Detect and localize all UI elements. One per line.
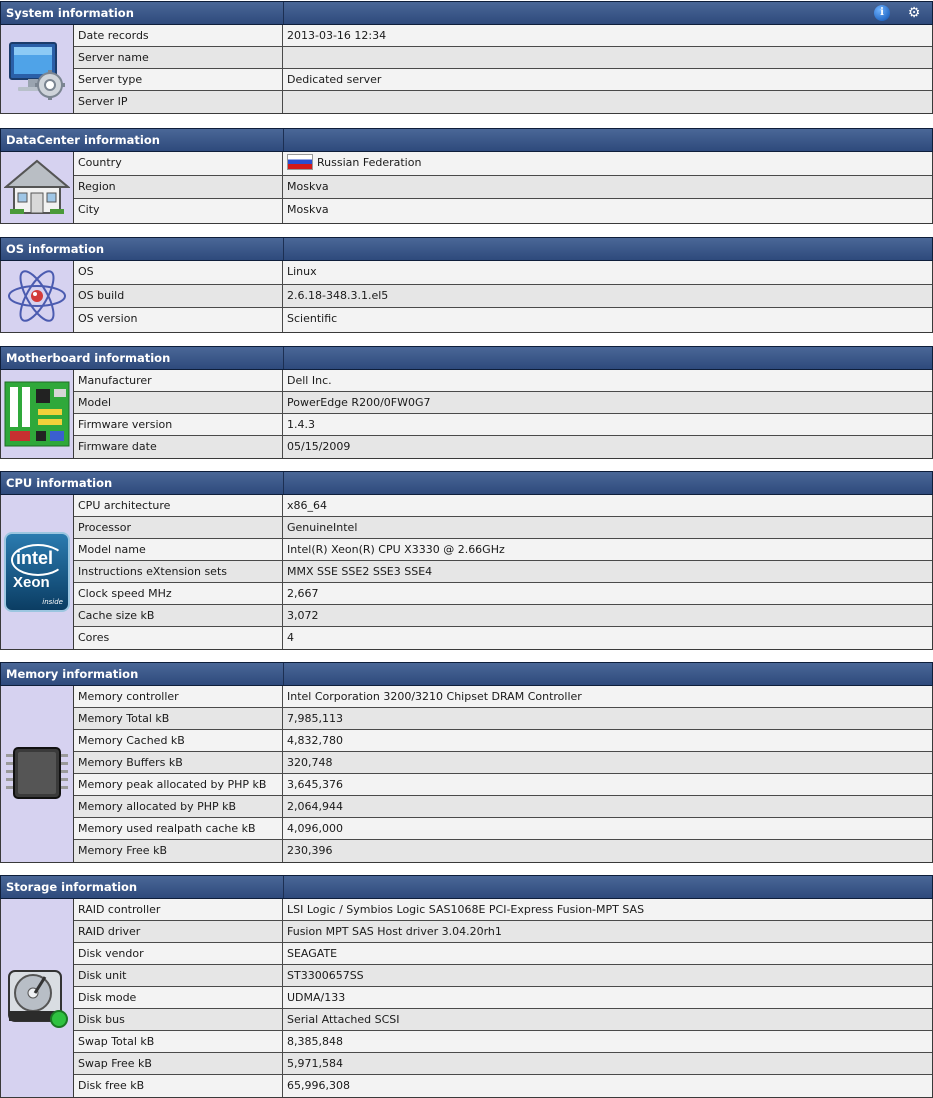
- table-row: [74, 495, 932, 517]
- row-label: Model name: [74, 539, 283, 560]
- motherboard-information-section: [0, 346, 933, 459]
- row-label: RAID driver: [74, 921, 283, 942]
- row-value: 2.6.18-348.3.1.el5: [287, 288, 389, 302]
- section-header: [0, 128, 933, 152]
- row-label: Memory Free kB: [74, 840, 283, 862]
- memory-information-section: [0, 662, 933, 863]
- row-label: Memory used realpath cache kB: [74, 818, 283, 839]
- row-label: Server type: [74, 69, 283, 90]
- row-value: Fusion MPT SAS Host driver 3.04.20rh1: [287, 925, 502, 938]
- row-value: [283, 152, 932, 175]
- row-label: Memory peak allocated by PHP kB: [74, 774, 283, 795]
- row-value: Dedicated server: [287, 73, 382, 86]
- section-title: OS information: [6, 242, 105, 256]
- section-header: [0, 662, 933, 686]
- table-row: [74, 627, 932, 649]
- house-icon: [1, 152, 74, 223]
- row-label: City: [74, 199, 283, 223]
- table-row: [74, 199, 932, 223]
- row-label: Memory Cached kB: [74, 730, 283, 751]
- table-row: [74, 987, 932, 1009]
- row-value: 2013-03-16 12:34: [287, 29, 387, 42]
- memory-chip-icon: [1, 686, 74, 862]
- row-label: Memory Total kB: [74, 708, 283, 729]
- table-row: [74, 308, 932, 332]
- row-value: 4,832,780: [287, 734, 343, 747]
- row-value: Dell Inc.: [287, 374, 332, 387]
- hard-disk-icon: [1, 899, 74, 1097]
- section-header: [0, 471, 933, 495]
- row-label: Memory allocated by PHP kB: [74, 796, 283, 817]
- row-value: 2,064,944: [287, 800, 343, 813]
- table-row: [74, 517, 932, 539]
- row-label: Date records: [74, 25, 283, 46]
- row-label: Swap Free kB: [74, 1053, 283, 1074]
- row-value: 3,072: [287, 609, 319, 622]
- table-row: [74, 261, 932, 285]
- row-label: Memory controller: [74, 686, 283, 707]
- row-value: Moskva: [287, 203, 329, 216]
- row-label: Memory Buffers kB: [74, 752, 283, 773]
- row-label: Disk bus: [74, 1009, 283, 1030]
- row-value: x86_64: [287, 499, 328, 512]
- table-row: [74, 285, 932, 309]
- row-label: Country: [74, 152, 283, 175]
- row-value: 230,396: [287, 844, 333, 857]
- table-row: [74, 392, 932, 414]
- row-value: 65,996,308: [287, 1079, 350, 1092]
- row-value: [283, 91, 932, 113]
- section-title: DataCenter information: [6, 133, 160, 147]
- row-value: PowerEdge R200/0FW0G7: [287, 396, 431, 409]
- table-row: [74, 605, 932, 627]
- table-row: [74, 436, 932, 458]
- row-value: 05/15/2009: [287, 440, 351, 453]
- table-row: [74, 796, 932, 818]
- row-value: 320,748: [287, 756, 333, 769]
- row-label: RAID controller: [74, 899, 283, 920]
- table-row: [74, 943, 932, 965]
- section-header: [0, 237, 933, 261]
- country-name: Russian Federation: [317, 156, 422, 169]
- section-title: Memory information: [6, 667, 139, 681]
- table-row: [74, 1031, 932, 1053]
- table-row: [74, 965, 932, 987]
- table-row: [74, 840, 932, 862]
- row-value: LSI Logic / Symbios Logic SAS1068E PCI-Express Fusion-MPT SAS: [287, 903, 645, 916]
- row-value: MMX SSE SSE2 SSE3 SSE4: [287, 565, 433, 578]
- row-value: 2,667: [287, 587, 319, 600]
- storage-information-section: [0, 875, 933, 1098]
- section-header: [0, 1, 933, 25]
- xeon-logo-text: Xeon: [13, 574, 50, 591]
- table-row: [74, 921, 932, 943]
- row-label: Server name: [74, 47, 283, 68]
- table-row: [74, 69, 932, 91]
- row-label: Clock speed MHz: [74, 583, 283, 604]
- table-row: [74, 1075, 932, 1097]
- section-title: System information: [6, 6, 134, 20]
- row-value: UDMA/133: [287, 991, 346, 1004]
- row-label: Firmware date: [74, 436, 283, 458]
- row-label: OS version: [74, 308, 283, 332]
- row-label: Cache size kB: [74, 605, 283, 626]
- section-title: Motherboard information: [6, 351, 171, 365]
- row-value: Intel(R) Xeon(R) CPU X3330 @ 2.66GHz: [287, 543, 505, 556]
- row-value: 8,385,848: [287, 1035, 343, 1048]
- row-value: GenuineIntel: [287, 521, 358, 534]
- intel-logo-text: intel: [16, 548, 54, 568]
- table-row: [74, 25, 932, 47]
- row-label: Swap Total kB: [74, 1031, 283, 1052]
- table-row: [74, 774, 932, 796]
- row-value: [283, 47, 932, 68]
- row-label: OS build: [74, 285, 283, 308]
- table-row: [74, 176, 932, 200]
- inside-logo-text: inside: [42, 598, 63, 606]
- table-row: [74, 1009, 932, 1031]
- atom-icon: [1, 261, 74, 332]
- row-value: 3,645,376: [287, 778, 343, 791]
- table-row: [74, 730, 932, 752]
- table-row: [74, 818, 932, 840]
- datacenter-information-section: [0, 128, 933, 224]
- section-header: [0, 875, 933, 899]
- table-row: [74, 91, 932, 113]
- table-row: [74, 152, 932, 176]
- table-row: [74, 899, 932, 921]
- russia-flag-icon: [287, 154, 313, 170]
- row-value: 4,096,000: [287, 822, 343, 835]
- row-label: CPU architecture: [74, 495, 283, 516]
- row-value: Scientific: [287, 312, 338, 325]
- row-label: Disk unit: [74, 965, 283, 986]
- info-icon[interactable]: i: [874, 5, 890, 21]
- row-value: Linux: [287, 265, 317, 278]
- row-label: Processor: [74, 517, 283, 538]
- row-label: OS: [74, 261, 283, 284]
- row-value: Serial Attached SCSI: [287, 1013, 400, 1026]
- table-row: [74, 583, 932, 605]
- row-value: Moskva: [287, 179, 329, 193]
- row-label: Server IP: [74, 91, 283, 113]
- row-value: 5,971,584: [287, 1057, 343, 1070]
- row-label: Firmware version: [74, 414, 283, 435]
- table-row: [74, 539, 932, 561]
- table-row: [74, 370, 932, 392]
- row-label: Manufacturer: [74, 370, 283, 391]
- table-row: [74, 686, 932, 708]
- intel-xeon-logo-icon: [1, 495, 74, 649]
- section-title: CPU information: [6, 476, 113, 490]
- row-value: SEAGATE: [287, 947, 338, 960]
- row-label: Instructions eXtension sets: [74, 561, 283, 582]
- section-header: [0, 346, 933, 370]
- section-title: Storage information: [6, 880, 138, 894]
- row-label: Disk mode: [74, 987, 283, 1008]
- row-value: ST3300657SS: [287, 969, 364, 982]
- row-label: Cores: [74, 627, 283, 649]
- table-row: [74, 414, 932, 436]
- row-value: 1.4.3: [287, 418, 315, 431]
- row-value: 7,985,113: [287, 712, 343, 725]
- system-information-section: [0, 1, 933, 114]
- os-information-section: [0, 237, 933, 333]
- table-row: [74, 1053, 932, 1075]
- row-label: Disk free kB: [74, 1075, 283, 1097]
- monitor-gear-icon: [1, 25, 74, 113]
- motherboard-icon: [1, 370, 74, 458]
- table-row: [74, 47, 932, 69]
- row-label: Model: [74, 392, 283, 413]
- row-label: Disk vendor: [74, 943, 283, 964]
- row-value: 4: [287, 631, 294, 644]
- row-value: Intel Corporation 3200/3210 Chipset DRAM Controller: [287, 690, 582, 703]
- cpu-information-section: [0, 471, 933, 650]
- row-label: Region: [74, 176, 283, 199]
- table-row: [74, 561, 932, 583]
- gear-icon[interactable]: ⚙: [907, 5, 921, 21]
- table-row: [74, 752, 932, 774]
- table-row: [74, 708, 932, 730]
